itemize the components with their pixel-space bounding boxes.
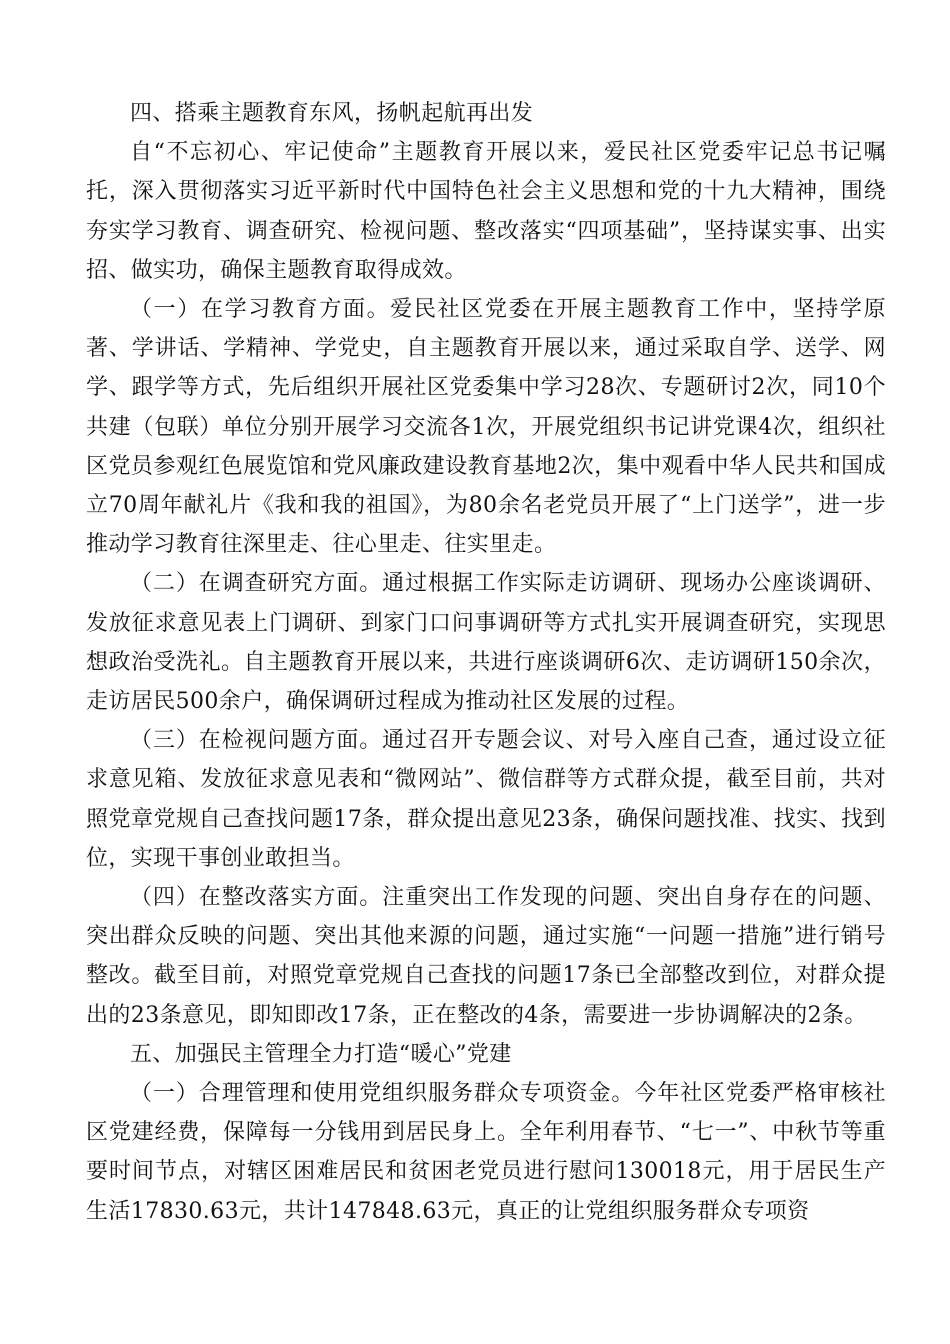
- document-body: [86, 94, 886, 1231]
- paragraph-study-education: （一）在学习教育方面。爱民社区党委在开展主题教育工作中，坚持学原著、学讲话、学精神、学党史，自主题教育开展以来，通过采取自学、送学、网学、跟学等方式，先后组织开展社区党委集中学习28次、专题研讨2次，同10个共建（包联）单位分别开展学习交流各1次，开展党组织书记讲党课4次，组织社区党员参观红色展览馆和党风廉政建设教育基地2次，集中观看中华人民共和国成立70周年献礼片《我和我的祖国》，为80余名老党员开展了“上门送学”，进一步推动学习教育往深里走、往心里走、往实里走。: [86, 297, 886, 558]
- section-heading-5: 五、加强民主管理全力打造“暖心”党建: [130, 1041, 512, 1067]
- section-heading-4: 四、搭乘主题教育东风，扬帆起航再出发: [130, 101, 534, 126]
- paragraph-problem-review: （三）在检视问题方面。通过召开专题会议、对号入座自己查，通过设立征求意见箱、发放征求意见表和“微网站”、微信群等方式群众提，截至目前，共对照党章党规自己查找问题17条，群众提出意见23条，确保问题找准、找实、找到位，实现干事创业敢担当。: [86, 728, 886, 871]
- paragraph-intro: 自“不忘初心、牢记使命”主题教育开展以来，爱民社区党委牢记总书记嘱托，深入贯彻落实习近平新时代中国特色社会主义思想和党的十九大精神，围绕夯实学习教育、调查研究、检视问题、整改落实“四项基础”，坚持谋实事、出实招、做实功，确保主题教育取得成效。: [86, 140, 886, 283]
- paragraph-rectification: （四）在整改落实方面。注重突出工作发现的问题、突出自身存在的问题、突出群众反映的问题、突出其他来源的问题，通过实施“一问题一措施”进行销号整改。截至目前，对照党章党规自己查找的问题17条已全部整改到位，对群众提出的23条意见，即知即改17条，正在整改的4条，需要进一步协调解决的2条。: [86, 885, 886, 1028]
- paragraph-funds: （一）合理管理和使用党组织服务群众专项资金。今年社区党委严格审核社区党建经费，保障每一分钱用到居民身上。全年利用春节、“七一”、中秋节等重要时间节点，对辖区困难居民和贫困老党员进行慰问130018元，用于居民生产生活17830.63元，共计147848.63元，真正的让党组织服务群众专项资: [86, 1081, 886, 1224]
- paragraph-investigation: （二）在调查研究方面。通过根据工作实际走访调研、现场办公座谈调研、发放征求意见表上门调研、到家门口问事调研等方式扎实开展调查研究，实现思想政治受洗礼。自主题教育开展以来，共进行座谈调研6次、走访调研150余次，走访居民500余户，确保调研过程成为推动社区发展的过程。: [86, 571, 886, 715]
